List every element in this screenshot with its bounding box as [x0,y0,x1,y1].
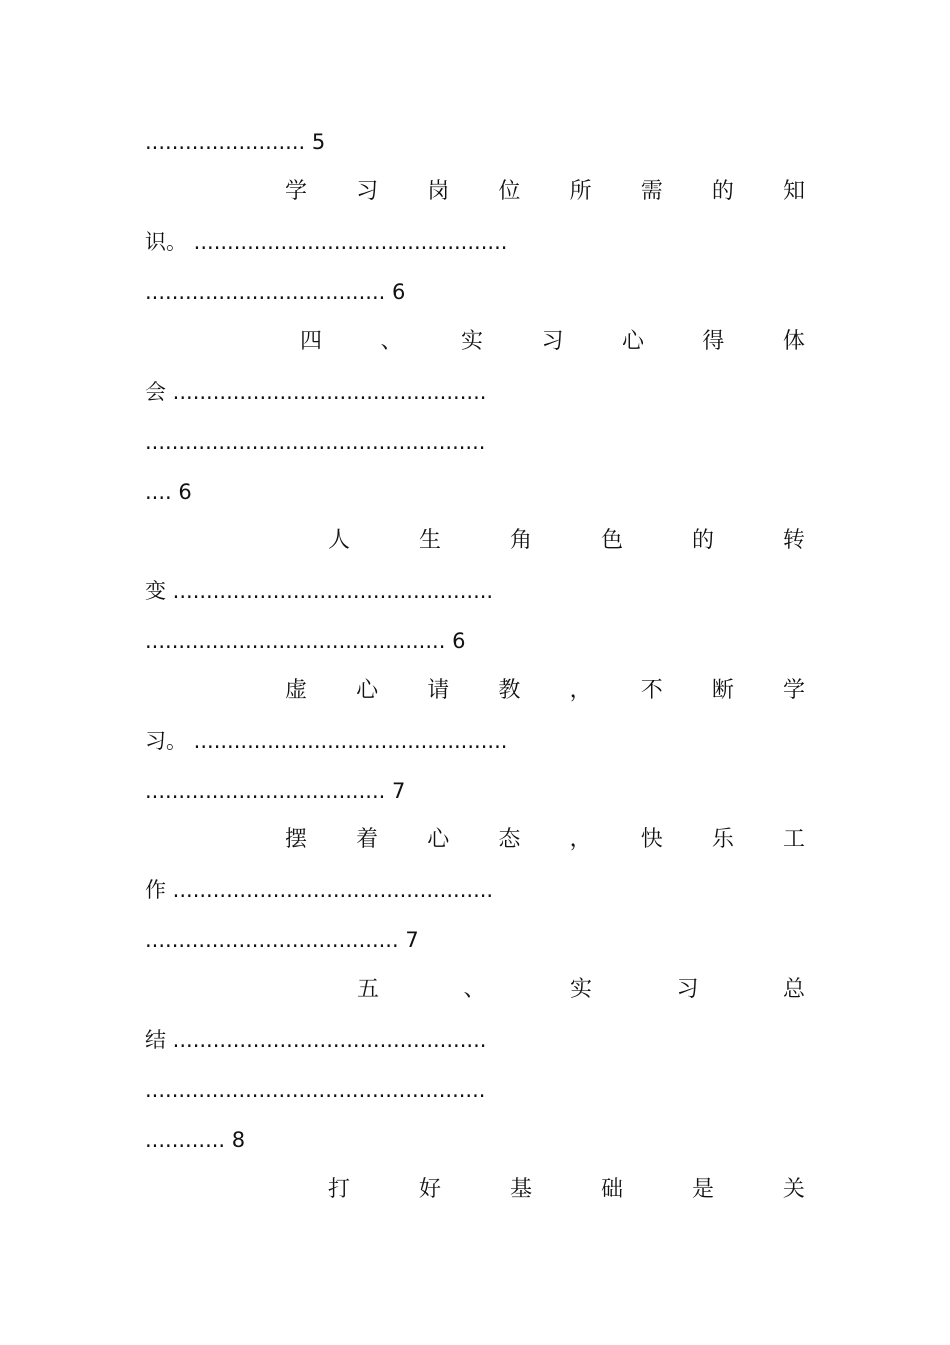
heading-char: ， [569,827,592,852]
heading-char: 所 [569,179,592,204]
toc-heading-humble-learning [285,677,805,705]
heading-char: 转 [782,528,805,553]
heading-char: 需 [640,179,663,204]
toc-line: .... 6 [145,480,192,504]
heading-char: 关 [782,1177,805,1202]
heading-char: 总 [782,977,805,1002]
toc-line: .................................... 7 [145,779,406,803]
heading-char: 的 [691,528,714,553]
heading-char: 态 [498,827,521,852]
toc-line: 结 ............................................... [145,1028,487,1052]
toc-line: .................................... 6 [145,280,406,304]
heading-char: 心 [621,329,644,354]
toc-heading-role-change [328,527,805,555]
heading-char: 教 [498,678,521,703]
heading-char: 体 [782,329,805,354]
heading-char: 基 [509,1177,532,1202]
heading-char: 习 [676,977,699,1002]
heading-char: ， [569,678,592,703]
toc-heading-attitude [285,826,805,854]
toc-heading-learn-knowledge [285,178,805,206]
heading-char: 断 [711,678,734,703]
heading-char: 虚 [285,678,308,703]
heading-char: 快 [640,827,663,852]
heading-char: 知 [782,179,805,204]
heading-char: 位 [498,179,521,204]
toc-heading-section4 [300,328,805,356]
heading-char: 实 [460,329,483,354]
heading-char: 工 [782,827,805,852]
heading-char: 学 [285,179,308,204]
toc-heading-foundation [328,1176,805,1204]
heading-char: 习 [541,329,564,354]
heading-char: 人 [328,528,351,553]
heading-char: 摆 [285,827,308,852]
toc-line: 作 ................................................ [145,878,494,902]
toc-line: ................................................... [145,1078,486,1102]
toc-line: 变 ................................................ [145,579,494,603]
heading-char: 得 [702,329,725,354]
heading-char: 心 [356,678,379,703]
heading-char: 不 [640,678,663,703]
toc-line: ........................ 5 [145,130,326,154]
heading-char: 好 [418,1177,441,1202]
heading-char: 岗 [427,179,450,204]
heading-char: 、 [380,329,403,354]
toc-line: ................................................... [145,430,486,454]
heading-char: 学 [782,678,805,703]
heading-char: 心 [427,827,450,852]
heading-char: 打 [328,1177,351,1202]
toc-line: 习。 ............................................... [145,729,508,753]
toc-line: ...................................... 7 [145,928,419,952]
heading-char: 着 [356,827,379,852]
heading-char: 乐 [711,827,734,852]
heading-char: 请 [427,678,450,703]
toc-line: 识。 ............................................... [145,230,508,254]
toc-line: ............ 8 [145,1128,246,1152]
heading-char: 五 [357,977,380,1002]
toc-line: 会 ............................................... [145,380,487,404]
heading-char: 、 [463,977,486,1002]
heading-char: 角 [509,528,532,553]
heading-char: 是 [691,1177,714,1202]
toc-line: ............................................. 6 [145,629,466,653]
heading-char: 实 [569,977,592,1002]
heading-char: 色 [600,528,623,553]
toc-heading-section5 [357,976,805,1004]
heading-char: 生 [418,528,441,553]
heading-char: 础 [600,1177,623,1202]
heading-char: 四 [300,329,323,354]
heading-char: 习 [356,179,379,204]
heading-char: 的 [711,179,734,204]
